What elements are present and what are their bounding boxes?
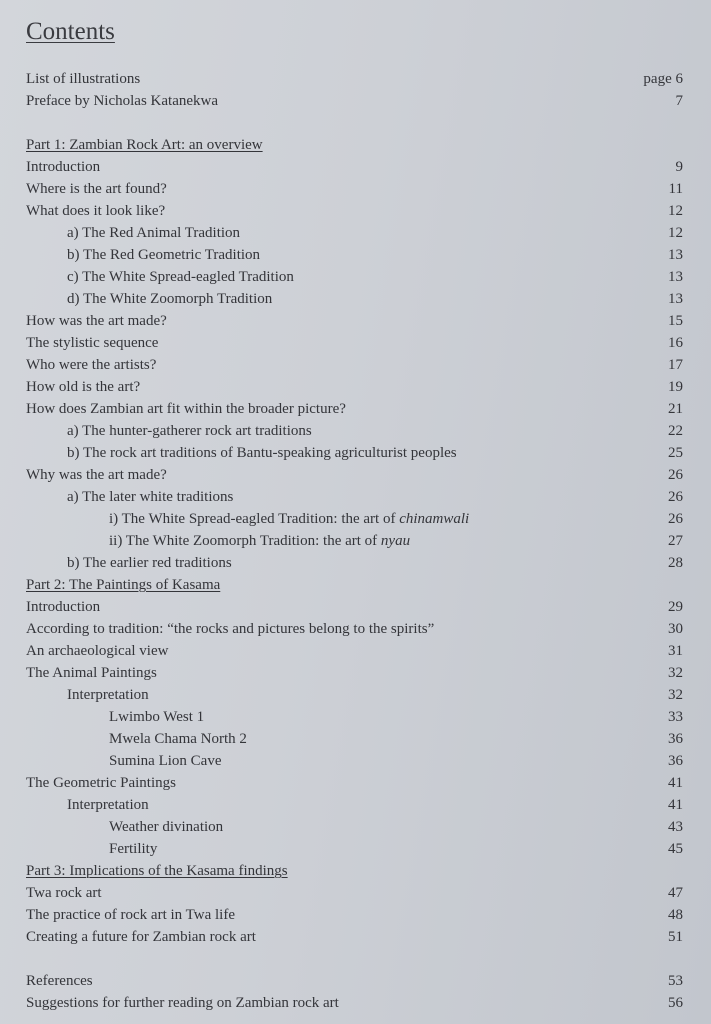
toc-entry (26, 288, 683, 310)
toc-entry (26, 970, 683, 992)
toc-entry-label: Preface by Nicholas Katanekwa (26, 93, 218, 109)
toc-entry-label: Mwela Chama North 2 (109, 731, 247, 747)
toc-entry-label: b) The earlier red traditions (67, 555, 232, 571)
toc-entry-label: The stylistic sequence (26, 335, 159, 351)
toc-entry-page: 41 (668, 797, 683, 813)
toc-entry-page: 15 (668, 313, 683, 329)
toc-entry (26, 266, 683, 288)
toc-entry (26, 684, 683, 706)
toc-entry-page: 12 (668, 203, 683, 219)
toc-entry-label: Who were the artists? (26, 357, 157, 373)
toc-entry-label: b) The rock art traditions of Bantu-speaking agriculturist peoples (67, 445, 457, 461)
toc-entry (26, 596, 683, 618)
toc-entry-label: a) The later white traditions (67, 489, 234, 505)
toc-entry-page: 30 (668, 621, 683, 637)
toc-entry-page: 16 (668, 335, 683, 351)
toc-entry (26, 200, 683, 222)
part-3-heading (26, 860, 683, 882)
toc-entry (26, 882, 683, 904)
toc-entry (26, 706, 683, 728)
toc-entry-page: 51 (668, 929, 683, 945)
toc-entry (26, 68, 683, 90)
toc-entry-label: Sumina Lion Cave (109, 753, 222, 769)
toc-entry (26, 904, 683, 926)
toc-entry (26, 816, 683, 838)
toc-entry-page: 7 (675, 93, 683, 109)
toc-entry (26, 794, 683, 816)
part-heading-label: Part 1: Zambian Rock Art: an overview (26, 137, 263, 153)
toc-entry-label: According to tradition: “the rocks and pictures belong to the spirits” (26, 621, 435, 637)
toc-entry (26, 376, 683, 398)
toc-entry-label: Why was the art made? (26, 467, 167, 483)
toc-entry-label: How was the art made? (26, 313, 167, 329)
toc-entry-page: 19 (668, 379, 683, 395)
toc-entry-page: 45 (668, 841, 683, 857)
toc-entry-page: 47 (668, 885, 683, 901)
toc-entry-label: List of illustrations (26, 71, 141, 87)
toc-entry-page: 32 (668, 665, 683, 681)
toc-entry (26, 464, 683, 486)
toc-entry-label: Lwimbo West 1 (109, 709, 205, 725)
toc-entry-page: 21 (668, 401, 683, 417)
toc-entry-page: 53 (668, 973, 683, 989)
toc-entry (26, 618, 683, 640)
toc-entry-label: The Geometric Paintings (26, 775, 176, 791)
toc-entry (26, 728, 683, 750)
toc-entry-italic: nyau (380, 533, 411, 549)
toc-entry-page: 48 (668, 907, 683, 923)
toc-entry (26, 662, 683, 684)
toc-entry-label: The Animal Paintings (26, 665, 157, 681)
toc-entry-page: 28 (668, 555, 683, 571)
part-heading-label: Part 3: Implications of the Kasama findings (26, 863, 288, 879)
toc-entry-page: 41 (668, 775, 683, 791)
toc-entry (26, 244, 683, 266)
toc-entry-label: Twa rock art (26, 885, 102, 901)
toc-entry-page: 25 (668, 445, 683, 461)
toc-entry (26, 530, 683, 552)
toc-entry-page: 22 (668, 423, 683, 439)
toc-entry (26, 398, 683, 420)
toc-entry-label: i) The White Spread-eagled Tradition: the art of chinamwali (109, 511, 470, 527)
toc-entry-page: 33 (668, 709, 683, 725)
toc-entry-label: ii) The White Zoomorph Tradition: the art of nyau (109, 533, 411, 549)
toc-entry-page: 26 (668, 467, 683, 483)
toc-entry-page: 11 (668, 181, 683, 197)
toc-entry (26, 178, 683, 200)
toc-entry-page: 13 (668, 247, 683, 263)
toc-entry-label: Weather divination (109, 819, 224, 835)
toc-entry-page: 36 (668, 731, 683, 747)
toc-entry-label: The practice of rock art in Twa life (26, 907, 235, 923)
toc-entry-page: 36 (668, 753, 683, 769)
toc-entry (26, 332, 683, 354)
toc-entry (26, 156, 683, 178)
toc-entry-page: 32 (668, 687, 683, 703)
toc-entry-page: 9 (675, 159, 683, 175)
part-1-heading (26, 134, 683, 156)
toc-entry (26, 442, 683, 464)
toc-entry-label: References (26, 973, 93, 989)
toc-entry-page: 27 (668, 533, 683, 549)
toc-entry (26, 750, 683, 772)
toc-entry-label: Introduction (26, 599, 101, 615)
toc-entry (26, 310, 683, 332)
toc-entry (26, 508, 683, 530)
toc-entry-label: d) The White Zoomorph Tradition (67, 291, 273, 307)
toc-entry-label: Creating a future for Zambian rock art (26, 929, 256, 945)
toc-entry (26, 772, 683, 794)
toc-entry (26, 222, 683, 244)
toc-entry-label: An archaeological view (26, 643, 169, 659)
toc-entry-page: 13 (668, 269, 683, 285)
toc-entry-label: Fertility (109, 841, 158, 857)
toc-entry-page: 31 (668, 643, 683, 659)
toc-entry-page: 56 (668, 995, 683, 1011)
toc-entry-page: 13 (668, 291, 683, 307)
toc-entry-label: a) The hunter-gatherer rock art traditions (67, 423, 312, 439)
toc-entry-italic: chinamwali (399, 511, 470, 527)
toc-entry (26, 992, 683, 1014)
toc-entry-page: page 6 (643, 71, 683, 87)
toc-entry-label: Where is the art found? (26, 181, 167, 197)
toc-entry-label: Interpretation (67, 687, 149, 703)
toc-entry-page: 29 (668, 599, 683, 615)
part-2-heading (26, 574, 683, 596)
toc-entry-label: Interpretation (67, 797, 149, 813)
toc-entry-label: How old is the art? (26, 379, 141, 395)
toc-entry-label: How does Zambian art fit within the broader picture? (26, 401, 346, 417)
toc-entry (26, 640, 683, 662)
toc-entry (26, 420, 683, 442)
toc-entry-page: 26 (668, 489, 683, 505)
toc-entry-label: Suggestions for further reading on Zambian rock art (26, 995, 339, 1011)
toc-entry (26, 486, 683, 508)
toc-entry-label: a) The Red Animal Tradition (67, 225, 241, 241)
toc-entry-page: 17 (668, 357, 683, 373)
toc-entry (26, 552, 683, 574)
toc-entry-label: b) The Red Geometric Tradition (67, 247, 261, 263)
toc-entry-label: c) The White Spread-eagled Tradition (67, 269, 294, 285)
toc-entry (26, 926, 683, 948)
toc-entry-page: 43 (668, 819, 683, 835)
toc-entry-label: Introduction (26, 159, 101, 175)
toc-entry (26, 838, 683, 860)
toc-entry-page: 26 (668, 511, 683, 527)
page-title: Contents (26, 18, 115, 45)
toc-entry-label: What does it look like? (26, 203, 166, 219)
toc-entry-page: 12 (668, 225, 683, 241)
part-heading-label: Part 2: The Paintings of Kasama (26, 577, 221, 593)
toc-entry (26, 90, 683, 112)
toc-entry (26, 354, 683, 376)
